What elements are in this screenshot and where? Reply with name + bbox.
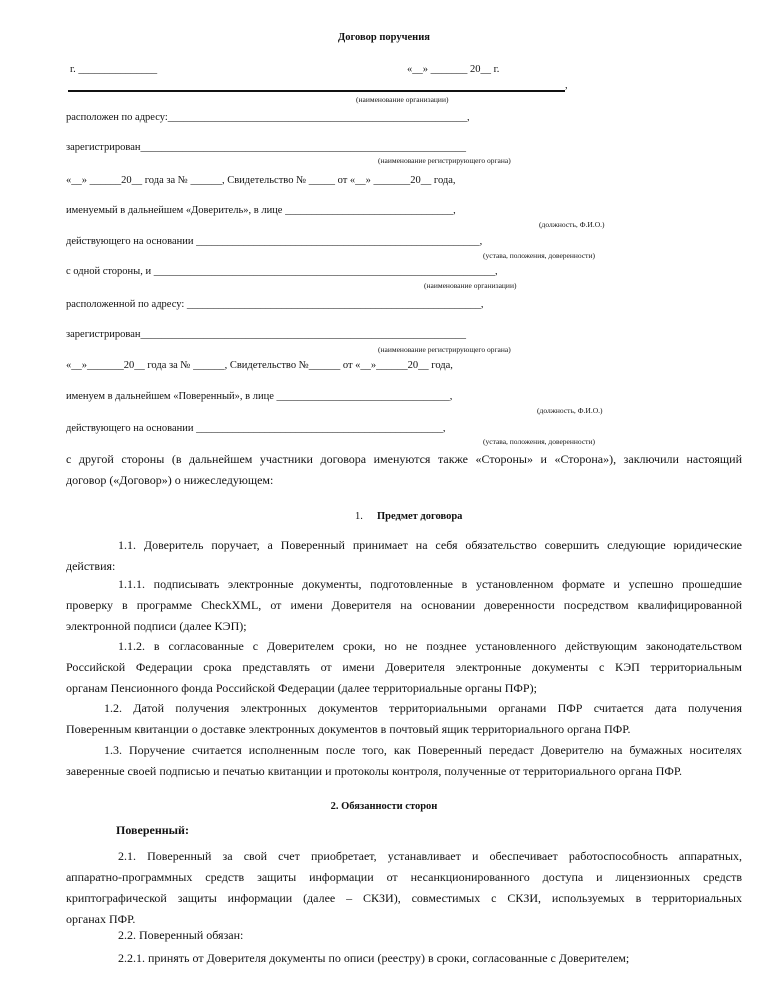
clause-line: органах ПФР. (66, 912, 136, 926)
intro-line: договор («Договор») о нижеследующем: (66, 473, 274, 487)
org-caption: (наименование организации) (356, 95, 449, 104)
party1-registered-caption: (наименование регистрирующего органа) (378, 156, 511, 165)
section2-subtitle: Поверенный: (116, 823, 189, 837)
comma: , (565, 80, 568, 91)
party2-registered-caption: (наименование регистрирующего органа) (378, 345, 511, 354)
clause-1-1 (66, 535, 742, 577)
clause-line: проверку в программе CheckXML, от имени Доверителя на основании доверенности посредством квалифицированной (66, 598, 742, 612)
city-field: г. _______________ (70, 64, 158, 75)
clause-line: 2.1. Поверенный за свой счет приобретает, устанавливает и обеспечивает работоспособность аппаратных, (118, 849, 742, 863)
clause-line: аппаратно-программных средств защиты информации от несанкционированного доступа и лицензионных средств (66, 870, 742, 884)
party1-named-caption: (должность, Ф.И.О.) (539, 220, 605, 229)
intro-line: с другой стороны (в дальнейшем участники договора именуются также «Стороны» и «Сторона»), заключили настоящий (66, 452, 742, 466)
party2-registered: зарегистрирован______________________________________________________________ (66, 329, 466, 340)
party1-basis-caption: (устава, положения, доверенности) (483, 251, 595, 260)
clause-1-2 (66, 698, 742, 740)
clause-line: Поверенным квитанции о доставке электронных документов в почтовый ящик территориального органа ПФР. (66, 722, 631, 736)
page-title: Договор поручения (338, 32, 430, 43)
clause-1-3 (66, 740, 742, 782)
clause-line: криптографической защиты информации (далее – СКЗИ), совместимых с СКЗИ, используемых в территориальных (66, 891, 742, 905)
party2-address: расположенной по адресу: ________________________________________________________, (66, 299, 484, 310)
party2-certificate: «__»_______20__ года за № ______, Свидетельство №______ от «__»______20__ года, (66, 360, 453, 371)
clause-line: Российской Федерации срока представлять от имени Доверителя электронные документы с КЭП территориальным (66, 660, 742, 674)
clause-2-1 (66, 846, 742, 930)
party1-address: расположен по адресу:_________________________________________________________, (66, 112, 470, 123)
section1-number: 1. (355, 511, 363, 522)
clause-line: 1.1.1. подписывать электронные документы, подготовленные в установленном формате и успешно прошедшие (118, 577, 742, 591)
clause-line: 1.1.2. в согласованные с Доверителем сроки, но не позднее установленного действующим законодательством (118, 639, 742, 653)
clause-1-1-1 (66, 574, 742, 637)
party2-named-caption: (должность, Ф.И.О.) (537, 406, 603, 415)
clause-line: 1.2. Датой получения электронных документов территориальными органами ПФР считается дата получения (104, 701, 742, 715)
section2-title: 2. Обязанности сторон (330, 801, 438, 812)
section1-title: Предмет договора (377, 511, 463, 522)
party1-certificate: «__» ______20__ года за № ______, Свидетельство № _____ от «__» _______20__ года, (66, 175, 456, 186)
intro-paragraph (66, 449, 742, 491)
party2-one-side: с одной стороны, и _________________________________________________________________, (66, 266, 498, 277)
clause-2-2: 2.2. Поверенный обязан: (118, 928, 244, 942)
clause-line: 1.3. Поручение считается исполненным после того, как Поверенный передаст Доверителю на бумажных носителях (104, 743, 742, 757)
clause-1-1-2 (66, 636, 742, 699)
clause-line: 1.1. Доверитель поручает, а Поверенный принимает на себя обязательство совершить следующие юридические (118, 538, 742, 552)
party1-named: именуемый в дальнейшем «Доверитель», в лице ________________________________, (66, 205, 456, 216)
org-name-line (68, 90, 565, 92)
date-field: «__» _______ 20__ г. (407, 64, 500, 75)
clause-line: органам Пенсионного фонда Российской Федерации (далее территориальные органы ПФР); (66, 681, 537, 695)
party2-basis-caption: (устава, положения, доверенности) (483, 437, 595, 446)
clause-line: заверенные своей подписью и печатью квитанции и протоколы контроля, полученные от территориального органа ПФР. (66, 764, 683, 778)
clause-2-2-1: 2.2.1. принять от Доверителя документы по описи (реестру) в сроки, согласованные с Доверителем; (118, 951, 630, 965)
party1-basis: действующего на основании ______________________________________________________, (66, 236, 483, 247)
clause-line: действия: (66, 559, 116, 573)
party2-basis: действующего на основании _______________________________________________, (66, 423, 446, 434)
party2-one-side-caption: (наименование организации) (424, 281, 517, 290)
clause-line: электронной подписи (далее КЭП); (66, 619, 247, 633)
party1-registered: зарегистрирован______________________________________________________________ (66, 142, 466, 153)
party2-named: именуем в дальнейшем «Поверенный», в лице _________________________________, (66, 391, 453, 402)
